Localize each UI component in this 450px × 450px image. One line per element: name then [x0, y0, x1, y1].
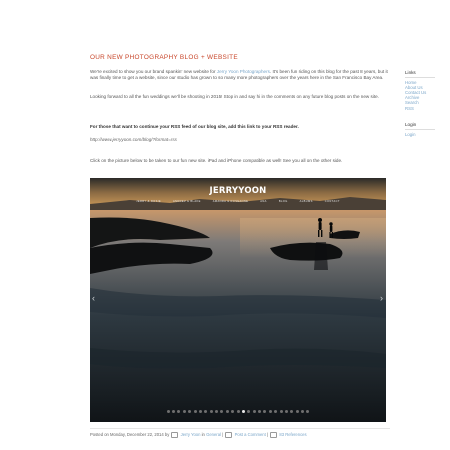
rss-url[interactable]: http://www.jerryyoon.com/blog/?format=rss — [90, 137, 177, 142]
sidebar-link-about[interactable]: About Us — [405, 84, 423, 90]
sidebar-link-login[interactable]: Login — [405, 131, 416, 137]
slideshow-dot[interactable] — [237, 410, 240, 413]
sidebar-link-home[interactable]: Home — [405, 79, 417, 85]
login-divider — [405, 129, 435, 130]
slideshow-dot[interactable] — [188, 410, 191, 413]
category-link[interactable]: General — [206, 432, 221, 438]
slideshow-dot[interactable] — [172, 410, 175, 413]
comment-icon — [225, 432, 232, 438]
slideshow-dot[interactable] — [263, 410, 266, 413]
lake-photo — [90, 178, 386, 422]
preview-nav-item[interactable]: ANA — [260, 200, 267, 203]
slideshow-dot[interactable] — [301, 410, 304, 413]
post-paragraph-click: Click on the picture below to be taken to our fun new site. iPad and iPhone compatible as well! See you all on the other side. — [90, 158, 343, 163]
slideshow-dot[interactable] — [204, 410, 207, 413]
login-heading: Login — [405, 122, 417, 127]
post-paragraph-intro — [90, 69, 390, 81]
preview-nav-item[interactable]: ALBUMS — [299, 200, 313, 203]
in-label: in — [201, 432, 205, 438]
slideshow-dot[interactable] — [199, 410, 202, 413]
post-comment-link[interactable]: Post a Comment — [234, 432, 266, 438]
slideshow-dot[interactable] — [258, 410, 261, 413]
slideshow-dot[interactable] — [177, 410, 180, 413]
preview-nav-item[interactable]: JERRY & ROSIE — [136, 200, 161, 203]
posted-date: Posted on Monday, December 22, 2014 by — [90, 432, 170, 438]
preview-nav-item[interactable]: BLOG — [278, 200, 288, 203]
preview-nav-item[interactable]: CONTACT — [324, 200, 340, 203]
sidebar-link-search[interactable]: Search — [405, 100, 419, 106]
preview-nav-item[interactable]: AMANDA & ROSEANNE — [212, 200, 249, 203]
post-title[interactable]: OUR NEW PHOTOGRAPHY BLOG + WEBSITE — [90, 54, 238, 61]
sidebar-link-archive[interactable]: Archive — [405, 95, 420, 101]
slideshow-dot[interactable] — [242, 410, 245, 413]
post-paragraph-2015: Looking forward to all the fun weddings we'll be shooting in 2015! Stop in and say hi in the comments on any future blog posts on the new site. — [90, 94, 379, 99]
separator: | — [266, 432, 269, 438]
slideshow-dot[interactable] — [220, 410, 223, 413]
slideshow-dots[interactable] — [90, 410, 386, 413]
slideshow-dot[interactable] — [194, 410, 197, 413]
divider — [90, 428, 390, 429]
next-arrow-icon[interactable]: › — [380, 293, 383, 303]
references-link[interactable]: 83 References — [279, 432, 307, 438]
studio-link[interactable]: Jerry Yoon Photographers — [216, 69, 270, 74]
slideshow-dot[interactable] — [253, 410, 256, 413]
slideshow-dot[interactable] — [215, 410, 218, 413]
links-section — [405, 70, 435, 111]
slideshow-dot[interactable] — [210, 410, 213, 413]
sidebar-link-rss[interactable]: RSS — [405, 105, 414, 111]
slideshow-dot[interactable] — [306, 410, 309, 413]
site-logo[interactable]: JERRYYOON — [209, 186, 267, 196]
rss-heading: For those that want to continue your RSS feed of our blog site, add this link to your RSS reader. — [90, 124, 299, 129]
slideshow-dot[interactable] — [285, 410, 288, 413]
login-section — [405, 122, 435, 137]
post — [90, 54, 390, 163]
preview-nav — [90, 200, 386, 203]
sidebar-link-contact[interactable]: Contact Us — [405, 89, 427, 95]
links-heading: Links — [405, 70, 416, 75]
slideshow-dot[interactable] — [296, 410, 299, 413]
post-meta — [90, 432, 390, 438]
author-link[interactable]: Jerry Yoon — [180, 432, 201, 438]
prev-arrow-icon[interactable]: ‹ — [92, 293, 95, 303]
slideshow-dot[interactable] — [280, 410, 283, 413]
slideshow-dot[interactable] — [274, 410, 277, 413]
slideshow-dot[interactable] — [183, 410, 186, 413]
intro-text-a: We're excited to show you our brand spankin' new website for — [90, 69, 217, 74]
references-icon — [270, 432, 277, 438]
slideshow-dot[interactable] — [231, 410, 234, 413]
separator: | — [222, 432, 224, 438]
author-icon — [171, 432, 178, 438]
slideshow-dot[interactable] — [247, 410, 250, 413]
slideshow-dot[interactable] — [269, 410, 272, 413]
website-preview-image[interactable] — [90, 178, 386, 422]
intro-text-b: . It's been fun riding on this blog for the past 8 years, but it was finally time to get a website, since our studio has grown to so many more photographers over the years here in the San Francisco Bay Area. — [90, 69, 388, 80]
slideshow-dot[interactable] — [290, 410, 293, 413]
links-divider — [405, 77, 435, 78]
slideshow-dot[interactable] — [226, 410, 229, 413]
slideshow-dot[interactable] — [167, 410, 170, 413]
preview-nav-item[interactable]: ANDREZ & BLAKE — [172, 200, 201, 203]
